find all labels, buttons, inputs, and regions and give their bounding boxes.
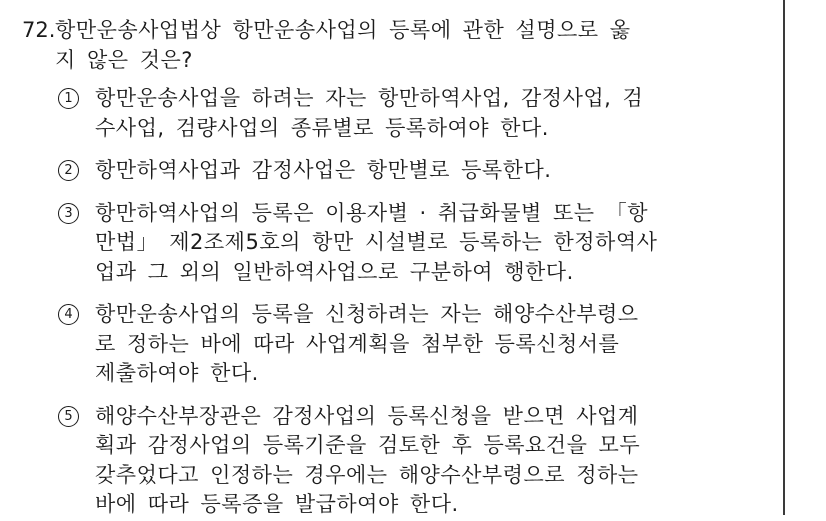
choice-5-text-line: 갖추었다고 인정하는 경우에는 해양수산부령으로 정하는: [95, 462, 639, 487]
choice-4-text-line: 로 정하는 바에 따라 사업계획을 첨부한 등록신청서를: [95, 331, 620, 356]
column-divider-rule: [783, 0, 785, 515]
choice-3-text-line: 항만하역사업의 등록은 이용자별 · 취급화물별 또는 「항: [95, 200, 649, 225]
choice-option-4: [0, 300, 780, 389]
choice-4-text-line: 제출하여야 한다.: [95, 361, 259, 385]
choice-1-text-line: 항만운송사업을 하려는 자는 항만하역사업, 감정사업, 검: [95, 86, 644, 110]
choice-4-text-line: 항만운송사업의 등록을 신청하려는 자는 해양수산부령으: [95, 302, 639, 326]
choice-4-circled-number-icon: 4: [58, 304, 79, 325]
choice-5-text-line: 획과 감정사업의 등록기준을 검토한 후 등록요건을 모두: [95, 433, 641, 457]
choice-3-circled-number-icon: 3: [58, 203, 79, 224]
question-number: 72.: [22, 18, 56, 42]
choice-5-text-line: 바에 따라 등록증을 발급하여야 한다.: [95, 492, 459, 516]
question-stem-line: 지 않은 것은?: [55, 47, 193, 72]
question-block: [0, 16, 780, 521]
choice-option-5: [0, 402, 780, 520]
choice-option-3: [0, 199, 780, 288]
question-stem: [0, 16, 780, 75]
choice-option-2: [0, 156, 780, 186]
choice-2-circled-number-icon: 2: [58, 160, 79, 181]
choice-5-circled-number-icon: 5: [58, 406, 79, 427]
choice-5-text-line: 해양수산부장관은 감정사업의 등록신청을 받으면 사업계: [95, 403, 639, 428]
choice-3-text-line: 만법」 제2조제5호의 항만 시설별로 등록하는 한정하역사: [95, 230, 658, 254]
choice-3-text-line: 업과 그 외의 일반하역사업으로 구분하여 행한다.: [95, 259, 574, 284]
choice-2-text-line: 항만하역사업과 감정사업은 항만별로 등록한다.: [95, 158, 552, 182]
choice-1-circled-number-icon: 1: [58, 88, 79, 109]
choice-option-1: [0, 84, 780, 143]
question-stem-line: 항만운송사업법상 항만운송사업의 등록에 관한 설명으로 옳: [55, 18, 631, 42]
choice-1-text-line: 수사업, 검량사업의 종류별로 등록하여야 한다.: [95, 115, 549, 140]
